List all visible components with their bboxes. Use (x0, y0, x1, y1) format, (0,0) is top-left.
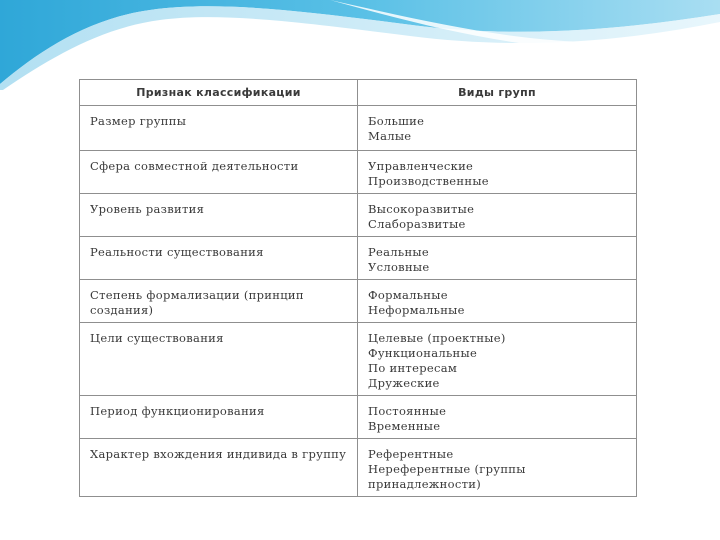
types-cell (358, 194, 637, 237)
header-criterion: Признак классификации (80, 80, 358, 106)
criterion-cell: Степень формализации (принцип создания) (80, 280, 358, 323)
table-row (80, 396, 637, 439)
group-type: Референтные (368, 447, 454, 461)
table-header-row (80, 80, 637, 106)
criterion-cell: Размер группы (80, 106, 358, 151)
types-cell (358, 237, 637, 280)
group-type: По интересам (368, 361, 458, 375)
criterion-cell: Сфера совместной деятельности (80, 151, 358, 194)
group-type: Постоянные (368, 404, 447, 418)
table-row (80, 280, 637, 323)
table-row (80, 237, 637, 280)
group-type: Производственные (368, 174, 489, 188)
types-cell (358, 106, 637, 151)
types-cell (358, 396, 637, 439)
group-type: Условные (368, 260, 430, 274)
criterion-cell: Период функционирования (80, 396, 358, 439)
group-type: Большие (368, 114, 425, 128)
types-cell (358, 323, 637, 396)
table-row (80, 323, 637, 396)
group-type: Целевые (проектные) (368, 331, 506, 345)
decorative-wave-header (0, 0, 720, 90)
group-classification-table (79, 79, 637, 497)
group-type: Нереферентные (группы принадлежности) (368, 462, 526, 491)
header-group-types: Виды групп (358, 80, 637, 106)
criterion-cell: Уровень развития (80, 194, 358, 237)
group-type: Малые (368, 129, 412, 143)
table-row (80, 439, 637, 497)
group-type: Неформальные (368, 303, 465, 317)
group-type: Функциональные (368, 346, 478, 360)
types-cell (358, 439, 637, 497)
criterion-cell: Реальности существования (80, 237, 358, 280)
classification-table-container (79, 79, 636, 497)
group-type: Реальные (368, 245, 429, 259)
criterion-cell: Цели существования (80, 323, 358, 396)
criterion-cell: Характер вхождения индивида в группу (80, 439, 358, 497)
table-row (80, 194, 637, 237)
group-type: Дружеские (368, 376, 440, 390)
group-type: Слаборазвитые (368, 217, 466, 231)
group-type: Временные (368, 419, 441, 433)
table-row (80, 106, 637, 151)
types-cell (358, 151, 637, 194)
types-cell (358, 280, 637, 323)
group-type: Управленческие (368, 159, 474, 173)
group-type: Формальные (368, 288, 448, 302)
group-type: Высокоразвитые (368, 202, 475, 216)
table-row (80, 151, 637, 194)
